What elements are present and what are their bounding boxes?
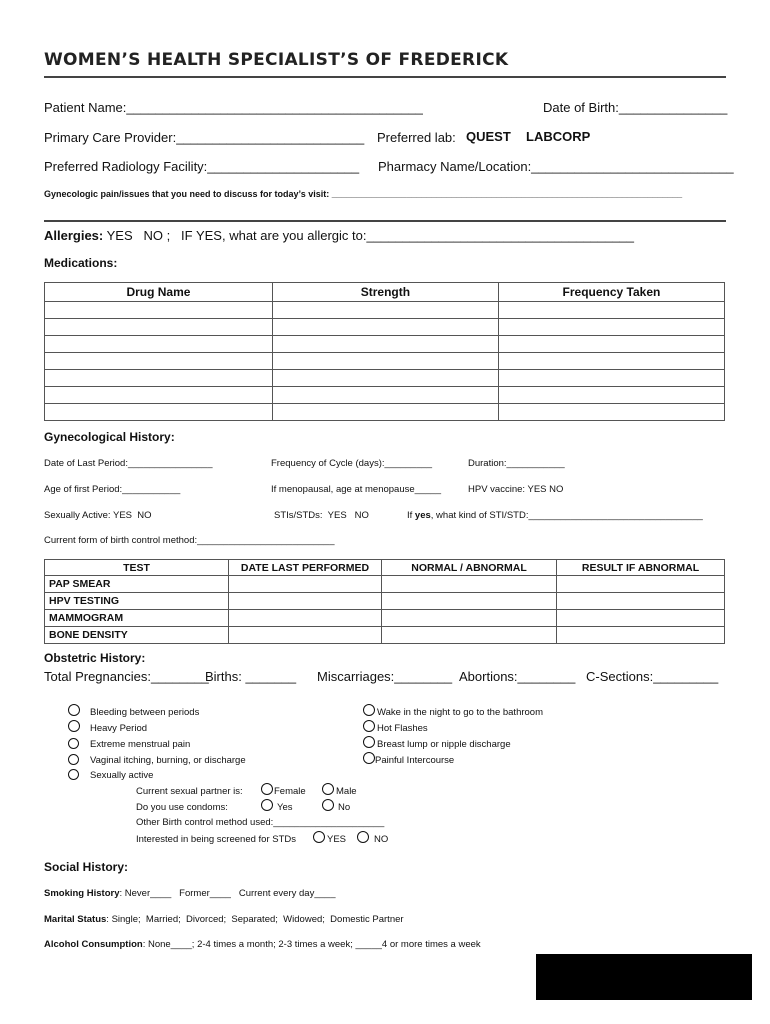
symptom-itching: Vaginal itching, burning, or discharge	[90, 755, 246, 766]
redaction-box	[536, 954, 752, 1000]
female-radio[interactable]	[261, 783, 273, 795]
symptom-breast-lump: Breast lump or nipple discharge	[377, 739, 511, 750]
tests-col-date: DATE LAST PERFORMED	[229, 560, 382, 576]
table-cell[interactable]	[498, 302, 724, 319]
gyn-issues-field[interactable]: Gynecologic pain/issues that you need to discuss for today’s visit: ______________________________________________________________________	[44, 189, 683, 199]
table-cell[interactable]	[557, 627, 725, 644]
hpv-vaccine-field[interactable]: HPV vaccine: YES NO	[468, 484, 564, 495]
symptom-menstrual-pain: Extreme menstrual pain	[90, 739, 191, 750]
table-cell[interactable]	[229, 627, 382, 644]
symptom-sexually-active: Sexually active	[90, 770, 154, 781]
abortions-field[interactable]: Abortions:________	[459, 669, 576, 684]
condoms-label: Do you use condoms:	[136, 802, 228, 813]
table-cell[interactable]	[272, 319, 498, 336]
gyn-history-label: Gynecological History:	[44, 430, 175, 444]
sti-kind-yes: yes	[414, 510, 431, 521]
smoking-text: : Never____ Former____ Current every day____	[119, 888, 336, 899]
marital-row[interactable]	[44, 914, 404, 925]
page-title: WOMEN’S HEALTH SPECIALIST’S OF FREDERICK	[44, 50, 509, 70]
table-cell[interactable]	[382, 610, 557, 627]
radiology-field[interactable]: Preferred Radiology Facility:_____________________	[44, 159, 360, 174]
pcp-field[interactable]: Primary Care Provider:__________________________	[44, 130, 365, 145]
itching-radio[interactable]	[68, 754, 79, 765]
obstetric-label: Obstetric History:	[44, 651, 146, 665]
table-cell[interactable]	[272, 353, 498, 370]
tests-col-normal: NORMAL / ABNORMAL	[382, 560, 557, 576]
table-cell[interactable]	[557, 593, 725, 610]
bleeding-radio[interactable]	[68, 704, 80, 716]
table-row	[45, 627, 725, 644]
table-cell[interactable]	[557, 610, 725, 627]
section-rule	[44, 220, 726, 222]
table-cell[interactable]	[272, 370, 498, 387]
test-name: BONE DENSITY	[45, 627, 229, 644]
table-cell[interactable]	[498, 319, 724, 336]
hot-flashes-radio[interactable]	[363, 720, 375, 732]
smoking-row[interactable]	[44, 888, 335, 899]
csections-field[interactable]: C-Sections:_________	[586, 669, 719, 684]
table-row	[45, 319, 725, 336]
table-cell[interactable]	[498, 353, 724, 370]
stis-field[interactable]: STIs/STDs: YES NO	[274, 510, 369, 521]
birth-control-field[interactable]: Current form of birth control method:__________________________	[44, 535, 335, 546]
screened-label: Interested in being screened for STDs	[136, 834, 297, 845]
male-label: Male	[336, 786, 357, 797]
symptom-bleeding: Bleeding between periods	[90, 707, 200, 718]
table-row	[45, 404, 725, 421]
sexually-active-radio[interactable]	[68, 769, 79, 780]
table-row	[45, 302, 725, 319]
first-period-field[interactable]: Age of first Period:___________	[44, 484, 181, 495]
table-cell[interactable]	[498, 404, 724, 421]
patient-name-field[interactable]: Patient Name:_________________________________________	[44, 100, 423, 115]
preferred-lab-label: Preferred lab:	[377, 130, 456, 145]
menopause-field[interactable]: If menopausal, age at menopause_____	[271, 484, 442, 495]
breast-lump-radio[interactable]	[363, 736, 375, 748]
pharmacy-field[interactable]: Pharmacy Name/Location:____________________________	[378, 159, 734, 174]
cycle-frequency-field[interactable]: Frequency of Cycle (days):_________	[271, 458, 433, 469]
tests-col-test: TEST	[45, 560, 229, 576]
test-name: PAP SMEAR	[45, 576, 229, 593]
table-cell[interactable]	[45, 302, 273, 319]
title-rule	[44, 76, 726, 78]
table-cell[interactable]	[45, 370, 273, 387]
miscarriages-field[interactable]: Miscarriages:________	[317, 669, 453, 684]
social-history-label: Social History:	[44, 860, 129, 874]
med-col-frequency: Frequency Taken	[498, 283, 724, 302]
painful-intercourse-radio[interactable]	[363, 752, 375, 764]
tests-table	[44, 559, 725, 644]
test-name: MAMMOGRAM	[45, 610, 229, 627]
table-cell[interactable]	[229, 610, 382, 627]
table-cell[interactable]	[382, 627, 557, 644]
table-cell[interactable]	[229, 576, 382, 593]
table-cell[interactable]	[45, 353, 273, 370]
symptom-heavy-period: Heavy Period	[90, 723, 148, 734]
sti-kind-field[interactable]	[407, 510, 703, 521]
table-cell[interactable]	[498, 336, 724, 353]
table-cell[interactable]	[557, 576, 725, 593]
table-row	[45, 336, 725, 353]
allergies-row[interactable]	[44, 228, 634, 243]
table-cell[interactable]	[272, 336, 498, 353]
partner-label: Current sexual partner is:	[136, 786, 243, 797]
alcohol-row[interactable]	[44, 939, 481, 950]
other-bc-field[interactable]: Other Birth control method used:_____________________	[136, 817, 385, 828]
table-cell[interactable]	[272, 302, 498, 319]
alcohol-text: : None____; 2-4 times a month; 2-3 times a week; _____4 or more times a week	[142, 939, 481, 950]
tests-col-result: RESULT IF ABNORMAL	[557, 560, 725, 576]
screen-no-radio[interactable]	[357, 831, 369, 843]
allergies-text: YES NO ; IF YES, what are you allergic to:_____________________________________	[103, 228, 635, 243]
condoms-yes-label: Yes	[277, 802, 293, 813]
condoms-no-label: No	[338, 802, 351, 813]
table-cell[interactable]	[382, 576, 557, 593]
test-name: HPV TESTING	[45, 593, 229, 610]
lab-quest-option[interactable]: QUEST	[466, 129, 511, 144]
screen-yes-radio[interactable]	[313, 831, 325, 843]
heavy-period-radio[interactable]	[68, 720, 80, 732]
medications-label: Medications:	[44, 256, 118, 270]
table-row	[45, 593, 725, 610]
table-row	[45, 387, 725, 404]
med-col-drug: Drug Name	[45, 283, 273, 302]
medications-table	[44, 282, 725, 421]
sti-kind-suffix: , what kind of STI/STD:_________________________________	[430, 510, 703, 521]
symptom-wake-night: Wake in the night to go to the bathroom	[377, 707, 543, 718]
last-period-field[interactable]: Date of Last Period:________________	[44, 458, 213, 469]
table-cell[interactable]	[498, 387, 724, 404]
marital-text: : Single; Married; Divorced; Separated; Widowed; Domestic Partner	[106, 914, 404, 925]
marital-label: Marital Status	[44, 914, 107, 925]
symptom-painful-intercourse: Painful Intercourse	[375, 755, 455, 766]
table-cell[interactable]	[229, 593, 382, 610]
duration-field[interactable]: Duration:___________	[468, 458, 565, 469]
wake-night-radio[interactable]	[363, 704, 375, 716]
sti-kind-prefix: If	[407, 510, 415, 521]
med-col-strength: Strength	[272, 283, 498, 302]
symptom-hot-flashes: Hot Flashes	[377, 723, 428, 734]
table-row	[45, 576, 725, 593]
male-radio[interactable]	[322, 783, 334, 795]
sexually-active-field[interactable]: Sexually Active: YES NO	[44, 510, 152, 521]
table-cell[interactable]	[382, 593, 557, 610]
table-cell[interactable]	[272, 404, 498, 421]
dob-field[interactable]: Date of Birth:_______________	[543, 100, 728, 115]
condoms-yes-radio[interactable]	[261, 799, 273, 811]
screen-yes-label: YES	[327, 834, 347, 845]
table-cell[interactable]	[45, 319, 273, 336]
menstrual-pain-radio[interactable]	[68, 738, 79, 749]
table-cell[interactable]	[45, 387, 273, 404]
screen-no-label: NO	[374, 834, 389, 845]
table-row	[45, 610, 725, 627]
table-cell[interactable]	[45, 404, 273, 421]
table-row	[45, 370, 725, 387]
female-label: Female	[274, 786, 306, 797]
table-cell[interactable]	[272, 387, 498, 404]
table-cell[interactable]	[498, 370, 724, 387]
births-field[interactable]: Births: _______	[205, 669, 297, 684]
lab-labcorp-option[interactable]: LABCORP	[526, 129, 591, 144]
allergies-label: Allergies:	[44, 228, 104, 243]
condoms-no-radio[interactable]	[322, 799, 334, 811]
table-row	[45, 353, 725, 370]
pregnancies-field[interactable]: Total Pregnancies:________	[44, 669, 209, 684]
smoking-label: Smoking History	[44, 888, 120, 899]
table-cell[interactable]	[45, 336, 273, 353]
alcohol-label: Alcohol Consumption	[44, 939, 143, 950]
